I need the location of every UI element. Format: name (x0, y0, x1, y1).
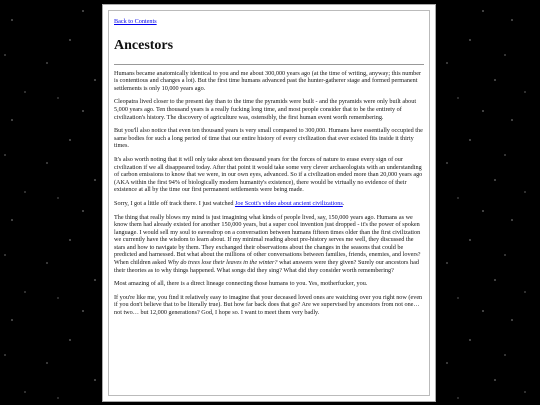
paragraph-1: Humans became anatomically identical to you and me about 300,000 years ago (at the time of writing, anyway; this number is contentious and changes a lot). But the first time humans advanced past the hunter-gatherer stage and formed permanent settlements is only 10,000 years ago. (114, 69, 422, 92)
back-to-contents-link[interactable]: Back to Contents (114, 18, 157, 25)
joe-scott-video-link[interactable]: Joe Scott's video about ancient civilizations (234, 199, 343, 207)
paragraph-5 (114, 200, 424, 208)
title-divider (114, 64, 424, 65)
paragraph-4: It's also worth noting that it will only take about ten thousand years for the forces of nature to erase every sign of our civilization if we all disappeared today. After that point it would take some very clever archaeologists with an understanding of carbon emissions to know that we were, in our own eyes, advanced. So if a civilization ended more than 20,000 years ago (AKA within the first 94% of biologically modern humanity's existence), there would be virtually no evidence of their existence at all by the time our first permanent settlements were being made. (114, 155, 423, 194)
paragraph-6-emphasis: they (307, 266, 319, 274)
paragraph-5-end: . (342, 199, 345, 207)
paragraph-6-text-a: The thing that really blows my mind is just imagining what kinds of people lived, say, 150,000 years ago. Humans as we know them had already existed for another 150,000 years, but a super cool invention just dropped - it's the power of spoken language. I would sell my soul to eavesdrop on a conversation between humans fifteen times older than the first civilization we currently have the wisdom to learn about. If my minimal reading about pre-history serves me well, they discussed the stars and how to navigate by them. They exchanged their observations about the changes in the seasons that could be predicted and harnessed. But what about the millions of other conversations between families, friends, enemies, and lovers? When children asked (114, 213, 421, 267)
paragraph-6-text-b: what answers were they given? Surely our ancestors had their theories as to why things happened. What songs did they sing? What did (114, 259, 419, 274)
paragraph-6 (114, 214, 424, 275)
page-title: Ancestors (114, 37, 174, 53)
paragraph-5-text: Sorry, I got a little off track there. I just watched (114, 199, 235, 207)
paragraph-6-text-c: consider worth remembering? (318, 266, 394, 274)
paragraph-3: But you'll also notice that even ten thousand years is very small compared to 300,000. Humans have essentially occupied the same bodies for such a long period of time that our entire history of every civilization that ever existed fits inside it thirty times. (114, 127, 423, 150)
paragraph-6-question: Why do trees lose their leaves in the winter? (167, 259, 278, 267)
article-container (108, 10, 430, 396)
paragraph-2: Cleopatra lived closer to the present day than to the time the pyramids were built - and the pyramids were only built about 5,000 years ago. Ten thousand years is a really fucking long time, and most people consider that to be the entirety of civilization's history. The discovery of agriculture was, ostensibly, the first human event worth remembering. (114, 98, 417, 121)
paragraph-7: Most amazing of all, there is a direct lineage connecting those humans to you. Yes, motherfucker, you. (114, 280, 368, 288)
paragraph-8: If you're like me, you find it relatively easy to imagine that your deceased loved ones are watching over you right now (even if you don't believe that to be literally true). But how far back does that go? Are we supervised by ancestors from not one… not two… but 12,000 generations? God, I hope so. I want to meet them very badly. (114, 293, 423, 317)
page-panel (102, 4, 436, 402)
